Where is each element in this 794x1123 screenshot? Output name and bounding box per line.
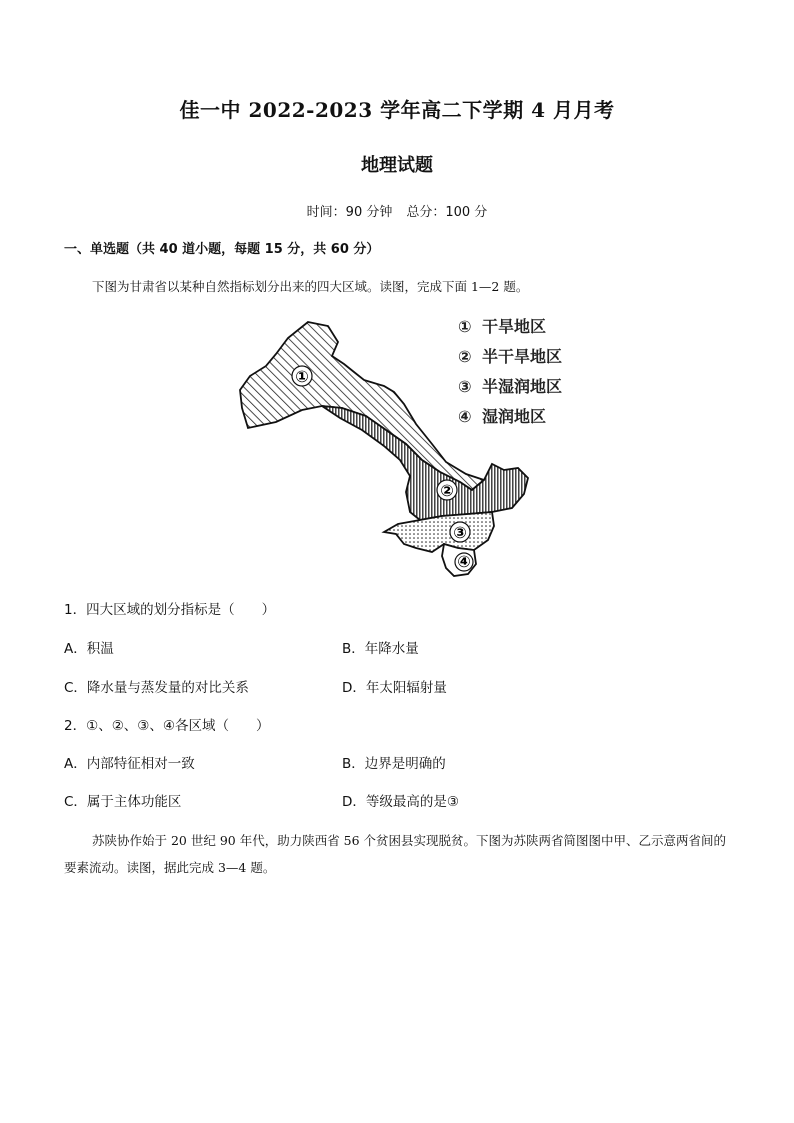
- region-semi-humid: [384, 512, 494, 552]
- exam-subtitle: 地理试题: [361, 155, 433, 176]
- region-label-2: ②: [440, 481, 454, 500]
- question-1-option-c[interactable]: C．降水量与蒸发量的对比关系: [64, 680, 249, 696]
- score-label: 总分：100 分: [406, 205, 488, 220]
- question-2-option-b[interactable]: B．边界是明确的: [342, 756, 446, 772]
- legend-num-2: ②: [458, 347, 472, 366]
- legend-num-1: ①: [458, 317, 472, 336]
- question-2-option-c[interactable]: C．属于主体功能区: [64, 794, 182, 810]
- legend-label-1: 干旱地区: [482, 317, 547, 336]
- question-2-stem: 2．①、②、③、④各区域（ ）: [64, 718, 270, 734]
- gansu-region-map: [236, 312, 596, 580]
- section-heading: 一、单选题（共 40 道小题，每题 15 分，共 60 分）: [64, 242, 380, 257]
- question-1-option-a[interactable]: A．积温: [64, 641, 114, 657]
- legend-num-4: ④: [458, 407, 472, 426]
- legend-label-2: 半干旱地区: [482, 347, 563, 366]
- exam-meta: [0, 201, 794, 220]
- question-1-option-b[interactable]: B．年降水量: [342, 641, 419, 657]
- exam-title: 佳一中 2022-2023 学年高二下学期 4 月月考: [179, 98, 615, 122]
- legend-label-4: 湿润地区: [482, 407, 547, 426]
- legend-label-3: 半湿润地区: [482, 377, 563, 396]
- next-question-intro: 苏陕协作始于 20 世纪 90 年代，助力陕西省 56 个贫困县实现脱贫。下图为苏陕两省简图图中甲、乙示意两省间的要素流动。读图，据此完成 3—4 题。: [64, 833, 727, 875]
- region-label-3: ③: [453, 523, 467, 542]
- time-label: 时间：90 分钟: [306, 205, 393, 220]
- question-1-option-d[interactable]: D．年太阳辐射量: [342, 680, 447, 696]
- question-2-option-d[interactable]: D．等级最高的是③: [342, 794, 459, 810]
- question-2-option-a[interactable]: A．内部特征相对一致: [64, 756, 195, 772]
- region-label-1: ①: [295, 367, 309, 386]
- map-legend: [458, 317, 562, 426]
- figure-intro: 下图为甘肃省以某种自然指标划分出来的四大区域。读图，完成下面 1—2 题。: [92, 279, 529, 294]
- legend-num-3: ③: [458, 377, 472, 396]
- region-label-4: ④: [457, 552, 471, 571]
- region-arid: [240, 322, 484, 490]
- question-1-stem: 1．四大区域的划分指标是（ ）: [64, 602, 276, 618]
